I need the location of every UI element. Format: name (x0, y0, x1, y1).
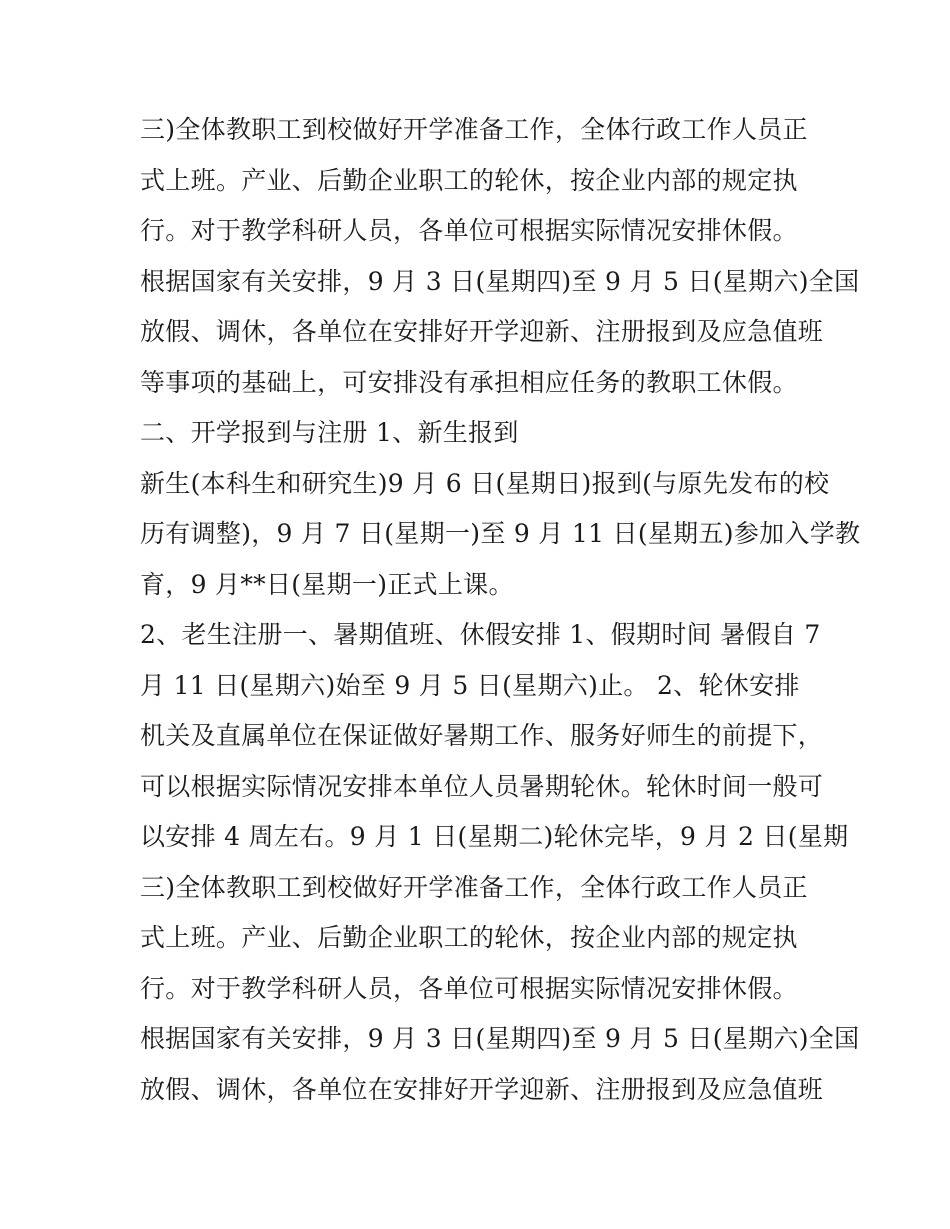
text-line: 新生(本科生和研究生)9 月 6 日(星期日)报到(与原先发布的校 (140, 468, 830, 498)
text-line: 根据国家有关安排，9 月 3 日(星期四)至 9 月 5 日(星期六)全国 (140, 266, 860, 296)
text-line: 放假、调休，各单位在安排好开学迎新、注册报到及应急值班 (140, 317, 824, 346)
text-line: 式上班。产业、后勤企业职工的轮休，按企业内部的规定执 (140, 165, 798, 195)
text-line: 机关及直属单位在保证做好暑期工作、服务好师生的前提下， (140, 721, 824, 750)
text-line: 等事项的基础上，可安排没有承担相应任务的教职工休假。 (140, 367, 798, 397)
text-line: 根据国家有关安排，9 月 3 日(星期四)至 9 月 5 日(星期六)全国 (140, 1024, 860, 1053)
text-line: 可以根据实际情况安排本单位人员暑期轮休。轮休时间一般可 (140, 771, 824, 801)
text-line: 历有调整)，9 月 7 日(星期一)至 9 月 11 日(星期五)参加入学教 (140, 519, 861, 548)
section-heading: 二、开学报到与注册 1、新生报到 (140, 418, 519, 447)
text-line: 行。对于教学科研人员，各单位可根据实际情况安排休假。 (140, 973, 798, 1003)
text-line: 以安排 4 周左右。9 月 1 日(星期二)轮休完毕，9 月 2 日(星期 (140, 822, 849, 851)
body-text (140, 105, 861, 1115)
text-line: 月 11 日(星期六)始至 9 月 5 日(星期六)止。 2、轮休安排 (140, 670, 800, 700)
text-line: 放假、调休，各单位在安排好开学迎新、注册报到及应急值班 (140, 1074, 824, 1104)
text-line: 行。对于教学科研人员，各单位可根据实际情况安排休假。 (140, 216, 798, 245)
text-line: 育，9 月**日(星期一)正式上课。 (140, 569, 514, 599)
text-line: 三)全体教职工到校做好开学准备工作，全体行政工作人员正 (140, 872, 808, 902)
text-line: 式上班。产业、后勤企业职工的轮休，按企业内部的规定执 (140, 923, 798, 952)
text-line: 三)全体教职工到校做好开学准备工作，全体行政工作人员正 (140, 115, 808, 144)
text-line: 2、老生注册一、暑期值班、休假安排 1、假期时间 暑假自 7 (140, 620, 821, 649)
